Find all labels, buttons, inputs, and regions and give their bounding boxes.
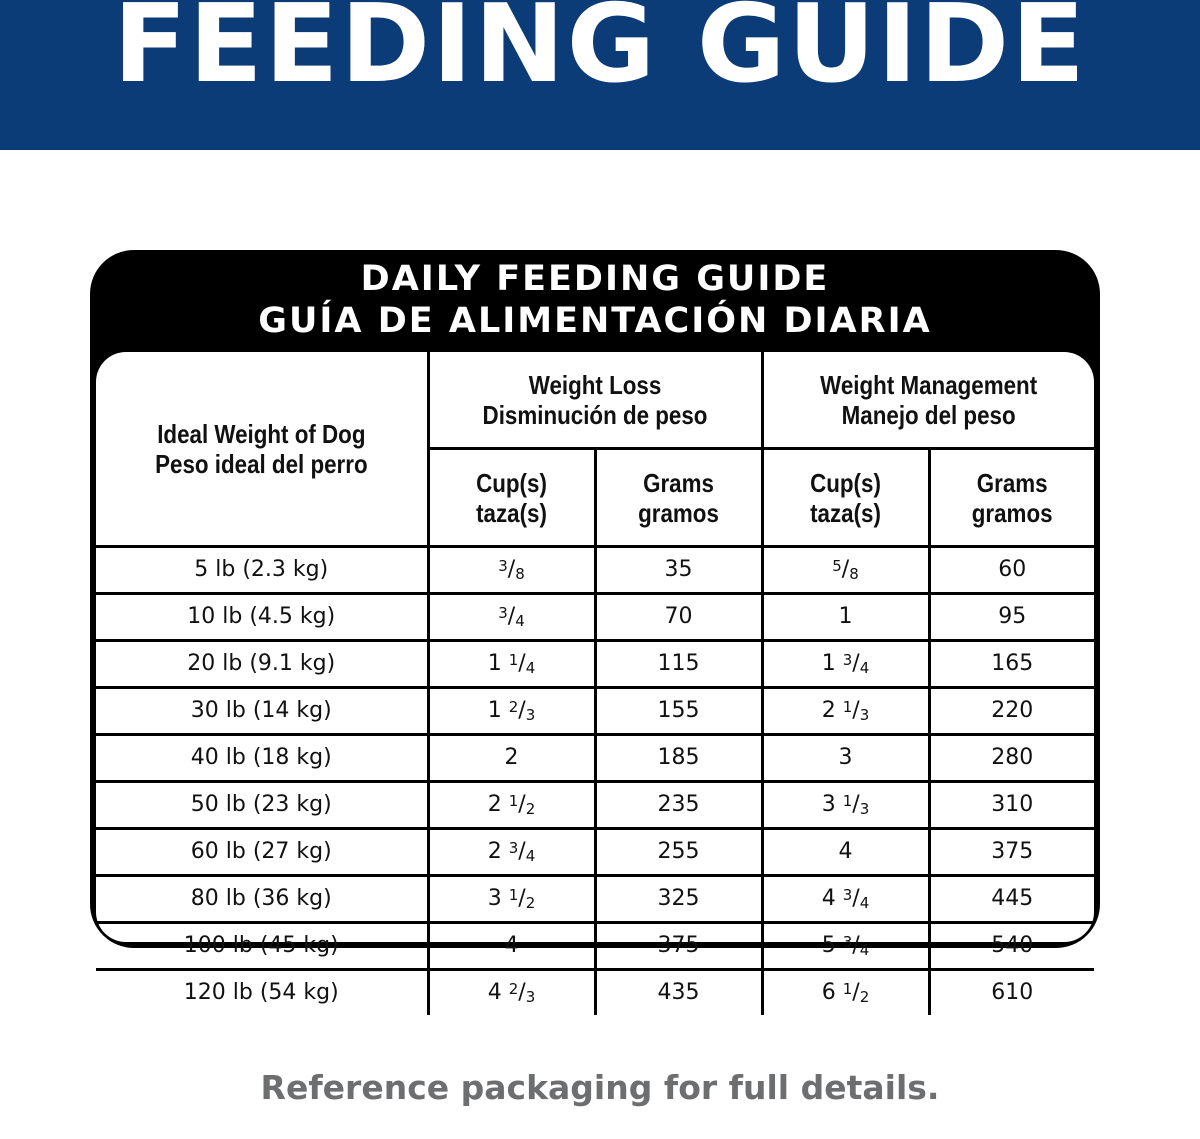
header-ideal-weight bbox=[119, 352, 405, 547]
cup-denominator: 2 bbox=[525, 894, 536, 912]
table-body bbox=[96, 547, 1094, 1016]
header-mgmt-grams bbox=[941, 449, 1083, 547]
cup-space bbox=[836, 792, 843, 817]
loss-grams-cell: 235 bbox=[595, 782, 762, 829]
cup-fraction-slash: / bbox=[852, 980, 860, 1005]
loss-grams-cell: 255 bbox=[595, 829, 762, 876]
mgmt-grams-cell: 540 bbox=[929, 923, 1094, 970]
cup-whole: 3 bbox=[821, 792, 836, 817]
mgmt-cups-cell bbox=[762, 876, 929, 923]
cup-numerator: 3 bbox=[842, 933, 853, 951]
dog-weight-cell: 60 lb (27 kg) bbox=[96, 829, 428, 876]
dog-weight-cell: 100 lb (45 kg) bbox=[96, 923, 428, 970]
cup-fraction-slash: / bbox=[518, 980, 526, 1005]
dog-weight-cell: 80 lb (36 kg) bbox=[96, 876, 428, 923]
loss-cups-cell bbox=[428, 688, 595, 735]
header-cups-en: Cup(s) bbox=[810, 467, 881, 498]
cup-whole: 4 bbox=[838, 839, 853, 864]
cup-fraction-slash: / bbox=[852, 792, 860, 817]
table-row bbox=[96, 688, 1094, 735]
loss-cups-cell bbox=[428, 829, 595, 876]
table-row bbox=[96, 829, 1094, 876]
cup-whole: 1 bbox=[487, 698, 502, 723]
loss-cups-cell bbox=[428, 970, 595, 1016]
cup-amount bbox=[488, 651, 536, 676]
dog-weight-cell: 10 lb (4.5 kg) bbox=[96, 594, 428, 641]
feeding-table bbox=[96, 352, 1094, 1015]
cup-space bbox=[836, 980, 843, 1005]
mgmt-cups-cell bbox=[762, 641, 929, 688]
feeding-guide-card bbox=[90, 250, 1100, 1006]
cup-amount bbox=[839, 745, 853, 770]
loss-cups-cell bbox=[428, 594, 595, 641]
dog-weight-cell: 40 lb (18 kg) bbox=[96, 735, 428, 782]
footer-note: Reference packaging for full details. bbox=[260, 1068, 940, 1107]
cup-whole: 3 bbox=[838, 745, 853, 770]
cup-amount bbox=[822, 980, 870, 1005]
table-panel bbox=[96, 352, 1094, 1006]
cup-whole: 6 bbox=[821, 980, 836, 1005]
cup-numerator: 3 bbox=[508, 839, 519, 857]
dog-weight-cell: 5 lb (2.3 kg) bbox=[96, 547, 428, 594]
cup-numerator: 1 bbox=[842, 980, 853, 998]
cup-denominator: 3 bbox=[525, 988, 536, 1006]
table-row bbox=[96, 923, 1094, 970]
cup-space bbox=[502, 980, 509, 1005]
header-loss-cups bbox=[440, 449, 584, 547]
cup-whole: 1 bbox=[821, 651, 836, 676]
cup-denominator: 8 bbox=[515, 565, 525, 583]
cup-space bbox=[502, 886, 509, 911]
cup-fraction-slash: / bbox=[518, 886, 526, 911]
mgmt-cups-cell bbox=[762, 594, 929, 641]
header-ideal-weight-es: Peso ideal del perro bbox=[155, 448, 368, 479]
header-cups-es: taza(s) bbox=[476, 497, 547, 528]
cup-amount bbox=[822, 933, 870, 958]
cup-amount bbox=[488, 698, 536, 723]
header-grams-en: Grams bbox=[643, 467, 714, 498]
header-weight-loss-es: Disminución de peso bbox=[482, 399, 708, 430]
cup-space bbox=[836, 651, 843, 676]
cup-whole: 4 bbox=[821, 886, 836, 911]
cup-numerator: 2 bbox=[508, 698, 519, 716]
cup-whole: 4 bbox=[487, 980, 502, 1005]
cup-whole: 1 bbox=[487, 651, 502, 676]
mgmt-cups-cell bbox=[762, 735, 929, 782]
table-row bbox=[96, 641, 1094, 688]
cup-fraction-slash: / bbox=[518, 698, 526, 723]
cup-numerator: 3 bbox=[842, 886, 853, 904]
mgmt-grams-cell: 165 bbox=[929, 641, 1094, 688]
cup-space bbox=[502, 698, 509, 723]
card-title bbox=[90, 258, 1100, 342]
card-title-english: DAILY FEEDING GUIDE bbox=[360, 259, 830, 299]
mgmt-cups-cell bbox=[762, 923, 929, 970]
cup-amount bbox=[839, 839, 853, 864]
cup-denominator: 4 bbox=[525, 659, 536, 677]
card-title-spanish: GUÍA DE ALIMENTACIÓN DIARIA bbox=[258, 301, 932, 341]
cup-numerator: 2 bbox=[508, 980, 519, 998]
cup-fraction-slash: / bbox=[852, 933, 860, 958]
header-ideal-weight-en: Ideal Weight of Dog bbox=[157, 418, 366, 449]
header-weight-loss bbox=[451, 352, 738, 449]
cup-numerator: 1 bbox=[842, 698, 853, 716]
cup-amount bbox=[839, 604, 853, 629]
mgmt-cups-cell bbox=[762, 829, 929, 876]
cup-denominator: 4 bbox=[525, 847, 536, 865]
mgmt-cups-cell bbox=[762, 688, 929, 735]
header-cups-en: Cup(s) bbox=[476, 467, 547, 498]
mgmt-cups-cell bbox=[762, 782, 929, 829]
cup-numerator: 3 bbox=[842, 651, 853, 669]
loss-cups-cell bbox=[428, 547, 595, 594]
cup-whole: 4 bbox=[504, 933, 519, 958]
cup-numerator: 1 bbox=[508, 651, 519, 669]
header-weight-management-en: Weight Management bbox=[820, 369, 1038, 400]
dog-weight-cell: 50 lb (23 kg) bbox=[96, 782, 428, 829]
mgmt-grams-cell: 60 bbox=[929, 547, 1094, 594]
header-grams-es: gramos bbox=[971, 497, 1053, 528]
cup-fraction-slash: / bbox=[518, 651, 526, 676]
cup-whole: 2 bbox=[821, 698, 836, 723]
loss-grams-cell: 375 bbox=[595, 923, 762, 970]
cup-amount bbox=[498, 604, 525, 629]
cup-denominator: 4 bbox=[859, 894, 870, 912]
mgmt-grams-cell: 445 bbox=[929, 876, 1094, 923]
cup-numerator: 1 bbox=[508, 792, 519, 810]
mgmt-grams-cell: 95 bbox=[929, 594, 1094, 641]
dog-weight-cell: 30 lb (14 kg) bbox=[96, 688, 428, 735]
cup-space bbox=[502, 792, 509, 817]
mgmt-grams-cell: 310 bbox=[929, 782, 1094, 829]
table-row bbox=[96, 735, 1094, 782]
mgmt-cups-cell bbox=[762, 547, 929, 594]
table-row bbox=[96, 970, 1094, 1016]
cup-space bbox=[502, 651, 509, 676]
cup-whole: 1 bbox=[838, 604, 853, 629]
cup-denominator: 3 bbox=[859, 800, 870, 818]
cup-denominator: 4 bbox=[859, 941, 870, 959]
cup-fraction-slash: / bbox=[518, 792, 526, 817]
header-grams-es: gramos bbox=[638, 497, 719, 528]
cup-space bbox=[836, 698, 843, 723]
cup-denominator: 2 bbox=[859, 988, 870, 1006]
cup-amount bbox=[822, 698, 870, 723]
cup-numerator: 1 bbox=[508, 886, 519, 904]
table-row bbox=[96, 547, 1094, 594]
table-row bbox=[96, 782, 1094, 829]
cup-fraction-slash: / bbox=[507, 604, 516, 629]
cup-numerator: 3 bbox=[498, 604, 508, 622]
header-mgmt-cups bbox=[774, 449, 918, 547]
cup-denominator: 3 bbox=[525, 706, 536, 724]
loss-cups-cell bbox=[428, 782, 595, 829]
cup-amount bbox=[488, 839, 536, 864]
cup-denominator: 3 bbox=[859, 706, 870, 724]
header-grams-en: Grams bbox=[976, 467, 1048, 498]
cup-amount bbox=[488, 792, 536, 817]
cup-numerator: 3 bbox=[498, 557, 508, 575]
cup-amount bbox=[822, 651, 870, 676]
loss-grams-cell: 325 bbox=[595, 876, 762, 923]
cup-space bbox=[836, 886, 843, 911]
loss-cups-cell bbox=[428, 923, 595, 970]
cup-fraction-slash: / bbox=[518, 839, 526, 864]
dog-weight-cell: 120 lb (54 kg) bbox=[96, 970, 428, 1016]
loss-grams-cell: 155 bbox=[595, 688, 762, 735]
cup-fraction-slash: / bbox=[841, 557, 850, 582]
cup-amount bbox=[832, 557, 859, 582]
mgmt-cups-cell bbox=[762, 970, 929, 1016]
cup-amount bbox=[505, 933, 519, 958]
cup-space bbox=[502, 839, 509, 864]
header-weight-loss-en: Weight Loss bbox=[528, 369, 662, 400]
mgmt-grams-cell: 375 bbox=[929, 829, 1094, 876]
cup-denominator: 4 bbox=[859, 659, 870, 677]
table-row bbox=[96, 876, 1094, 923]
cup-whole: 2 bbox=[487, 792, 502, 817]
cup-space bbox=[836, 933, 843, 958]
loss-grams-cell: 185 bbox=[595, 735, 762, 782]
loss-cups-cell bbox=[428, 641, 595, 688]
cup-fraction-slash: / bbox=[852, 698, 860, 723]
cup-amount bbox=[488, 980, 536, 1005]
loss-grams-cell: 35 bbox=[595, 547, 762, 594]
loss-grams-cell: 435 bbox=[595, 970, 762, 1016]
cup-denominator: 4 bbox=[515, 612, 525, 630]
loss-grams-cell: 115 bbox=[595, 641, 762, 688]
header-weight-management bbox=[785, 352, 1071, 449]
cup-numerator: 5 bbox=[832, 557, 842, 575]
mgmt-grams-cell: 220 bbox=[929, 688, 1094, 735]
banner bbox=[0, 0, 1200, 150]
table-row bbox=[96, 594, 1094, 641]
mgmt-grams-cell: 610 bbox=[929, 970, 1094, 1016]
loss-grams-cell: 70 bbox=[595, 594, 762, 641]
cup-denominator: 8 bbox=[849, 565, 859, 583]
loss-cups-cell bbox=[428, 735, 595, 782]
cup-denominator: 2 bbox=[525, 800, 536, 818]
cup-amount bbox=[822, 792, 870, 817]
cup-amount bbox=[498, 557, 525, 582]
header-cups-es: taza(s) bbox=[810, 497, 881, 528]
dog-weight-cell: 20 lb (9.1 kg) bbox=[96, 641, 428, 688]
cup-amount bbox=[488, 886, 536, 911]
cup-numerator: 1 bbox=[842, 792, 853, 810]
cup-whole: 2 bbox=[504, 745, 519, 770]
loss-cups-cell bbox=[428, 876, 595, 923]
cup-amount bbox=[822, 886, 870, 911]
cup-fraction-slash: / bbox=[852, 886, 860, 911]
cup-whole: 3 bbox=[487, 886, 502, 911]
cup-fraction-slash: / bbox=[507, 557, 516, 582]
header-weight-management-es: Manejo del peso bbox=[841, 399, 1016, 430]
cup-whole: 2 bbox=[487, 839, 502, 864]
cup-fraction-slash: / bbox=[852, 651, 860, 676]
banner-title: FEEDING GUIDE bbox=[113, 0, 1087, 107]
cup-amount bbox=[505, 745, 519, 770]
mgmt-grams-cell: 280 bbox=[929, 735, 1094, 782]
header-loss-grams bbox=[607, 449, 751, 547]
cup-whole: 5 bbox=[821, 933, 836, 958]
